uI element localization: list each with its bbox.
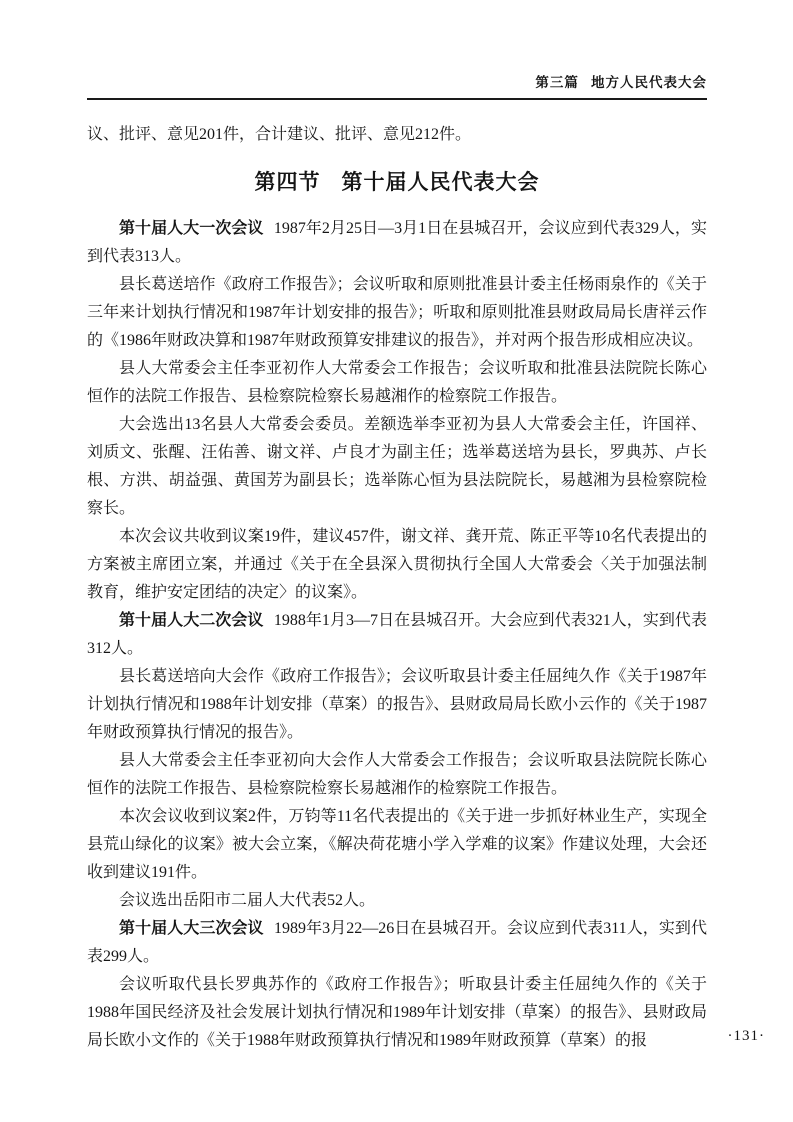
body-paragraph [87,915,707,971]
body-paragraph: 大会选出13名县人大常委会委员。差额选举李亚初为县人大常委会主任，许国祥、刘质文、张醒、汪佑善、谢文祥、卢良才为副主任；选举葛送培为县长，罗典苏、卢长根、方洪、胡益强、黄国芳为副县长；选举陈心恒为县法院院长，易越湘为县检察院检察长。 [87,416,707,517]
running-head-title: 地方人民代表大会 [591,75,707,90]
body-paragraph: 会议选出岳阳市二届人大代表52人。 [119,892,376,909]
body-paragraph: 本次会议共收到议案19件，建议457件，谢文祥、龚开荒、陈正平等10名代表提出的方案被主席团立案，并通过《关于在全县深入贯彻执行全国人大常委会〈关于加强法制教育，维护安定团结的决定〉的议案》。 [87,528,707,601]
meeting-heading: 第十届人大一次会议 [119,220,264,237]
running-head [87,74,707,98]
body-paragraph [87,607,707,663]
page-number: ·131· [727,1028,765,1044]
paragraph-text: 1988年1月3—7日在县城召开。大会应到代表321人，实到代表312人。 [87,612,707,657]
paragraph-text: 1987年2月25日—3月1日在县城召开，会议应到代表329人，实到代表313人。 [87,220,707,265]
body-paragraph: 县人大常委会主任李亚初作人大常委会工作报告；会议听取和批准县法院院长陈心恒作的法院工作报告、县检察院检察长易越湘作的检察院工作报告。 [87,360,707,405]
meeting-heading: 第十届人大三次会议 [119,920,264,937]
body-paragraph [87,215,707,271]
section-title [87,168,707,198]
body-paragraph: 本次会议收到议案2件，万钧等11名代表提出的《关于进一步抓好林业生产，实现全县荒山绿化的议案》被大会立案，《解决荷花塘小学入学难的议案》作建议处理，大会还收到建议191件。 [87,808,707,881]
paragraph-text: 1989年3月22—26日在县城召开。会议应到代表311人，实到代表299人。 [87,920,707,965]
continuation-paragraph: 议、批评、意见201件，合计建议、批评、意见212件。 [87,126,472,143]
body-paragraph: 县人大常委会主任李亚初向大会作人大常委会工作报告；会议听取县法院院长陈心恒作的法院工作报告、县检察院检察长易越湘作的检察院工作报告。 [87,752,707,797]
running-head-part: 第三篇 [535,75,579,90]
body-paragraph: 县长葛送培向大会作《政府工作报告》；会议听取县计委主任屈纯久作《关于1987年计划执行情况和1988年计划安排（草案）的报告》、县财政局局长欧小云作的《关于1987年财政预算执行情况的报告》。 [87,668,707,741]
body-text [87,121,707,1055]
meeting-heading: 第十届人大二次会议 [119,612,264,629]
page-content [87,74,707,1055]
body-paragraph: 会议听取代县长罗典苏作的《政府工作报告》；听取县计委主任屈纯久作的《关于1988年国民经济及社会发展计划执行情况和1989年计划安排（草案）的报告》、县财政局局长欧小文作的《关于1988年财政预算执行情况和1989年财政预算（草案）的报 [87,976,707,1049]
body-paragraph: 县长葛送培作《政府工作报告》；会议听取和原则批准县计委主任杨雨泉作的《关于三年来计划执行情况和1987年计划安排的报告》；听取和原则批准县财政局局长唐祥云作的《1986年财政决算和1987年财政预算安排建议的报告》，并对两个报告形成相应决议。 [87,276,707,349]
section-title-text: 第十届人民代表大会 [341,171,540,194]
header-rule [87,98,707,100]
section-number: 第四节 [254,171,321,194]
